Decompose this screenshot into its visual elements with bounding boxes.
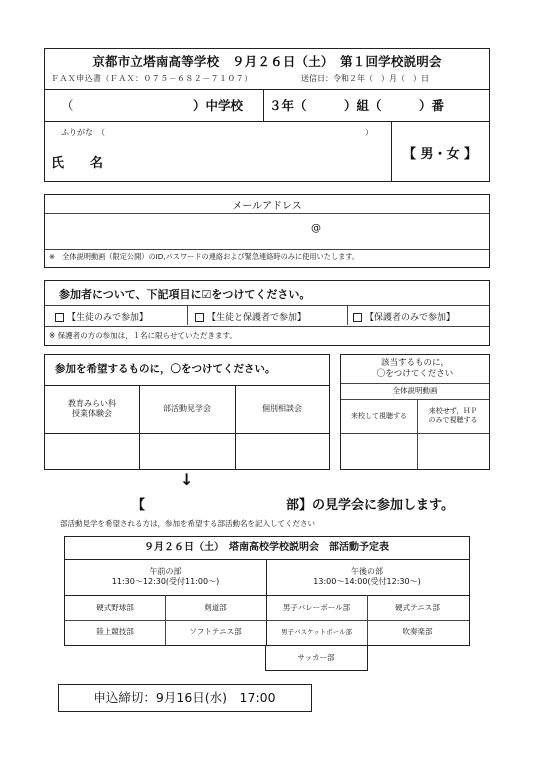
- attendee-option-parent[interactable]: 【保護者のみで参加】: [353, 310, 455, 323]
- name-label: 氏 名: [51, 156, 104, 171]
- program-title: 参加を希望するものに，〇をつけてください。: [55, 363, 276, 375]
- email-input[interactable]: @: [311, 223, 321, 234]
- program-col-club: 部活動見学会: [163, 404, 211, 413]
- club-cell: 硬式テニス部: [395, 603, 440, 613]
- furigana-label: ふりがな （: [61, 128, 105, 137]
- attendee-box: [44, 280, 490, 346]
- afternoon-header: [266, 561, 468, 593]
- program-col-class: 教育みらい科 授業体験会: [68, 399, 116, 418]
- morning-title: 午前の部: [149, 567, 182, 576]
- applicant-info-box: [44, 48, 490, 182]
- junior-high-field[interactable]: ）中学校: [193, 98, 244, 113]
- afternoon-time: 13:00～14:00(受付12:30～): [313, 577, 421, 586]
- video-subtitle: 全体説明動画: [392, 386, 438, 396]
- form-title: 京都市立塔南高等学校 ９月２６日（土） 第１回学校説明会: [92, 54, 442, 69]
- morning-time: 11:30～12:30(受付11:00～): [111, 577, 220, 586]
- video-mark-onsite[interactable]: [341, 435, 417, 469]
- video-col-onsite: 来校して視聴する: [351, 411, 407, 420]
- schedule-extra-cell: [265, 645, 368, 671]
- club-instruction: 部活動見学を希望される方は，参加を希望する部活動名を記入してください: [60, 519, 315, 528]
- club-join-open: 【: [132, 498, 146, 513]
- program-col-consult: 個別相談会: [262, 404, 302, 413]
- club-cell: ソフトテニス部: [189, 627, 242, 637]
- club-join-text: 部】の見学会に参加します。: [286, 498, 454, 513]
- checkbox-icon[interactable]: [195, 313, 204, 322]
- attendee-title: 参加者について、下記項目に☑をつけてください。: [59, 288, 311, 301]
- club-cell: 男子バレーボール部: [282, 603, 351, 613]
- email-box: [44, 194, 490, 268]
- afternoon-title: 午後の部: [351, 567, 383, 576]
- email-title: メールアドレス: [232, 201, 302, 212]
- program-mark-class[interactable]: [45, 435, 139, 469]
- junior-high-open: （: [61, 98, 74, 113]
- deadline-box: [58, 684, 312, 712]
- video-box: [340, 354, 490, 470]
- program-box: [44, 354, 330, 470]
- program-mark-consult[interactable]: [235, 435, 329, 469]
- deadline-text: 申込締切：9月16日(水) 17:00: [93, 689, 276, 705]
- furigana-close: ）: [365, 128, 373, 137]
- email-note: ※ 全体説明動画（限定公開）のID,パスワードの連絡および緊急連絡時のみに使用いたします。: [49, 252, 360, 261]
- schedule-title: ９月２６日（土） 塔南高校学校説明会 部活動予定表: [144, 541, 389, 553]
- checkbox-icon[interactable]: [353, 313, 362, 322]
- morning-header: [65, 561, 266, 593]
- schedule-table: [64, 536, 470, 646]
- club-cell: サッカー部: [297, 652, 335, 662]
- video-mark-online[interactable]: [417, 435, 489, 469]
- video-title: 該当するものに， 〇をつけてください: [376, 358, 454, 379]
- down-arrow-icon: ↓: [180, 470, 194, 489]
- grade-class-field[interactable]: ３年（ ）組（ ）番: [269, 98, 445, 113]
- checkbox-icon[interactable]: [55, 313, 64, 322]
- fax-line: ＦＡＸ申込書（ＦＡＸ：０７５－６８２－７１０７）: [51, 74, 253, 83]
- attendee-option-student[interactable]: 【生徒のみで参加】: [55, 310, 148, 323]
- club-cell: 陸上競技部: [96, 627, 134, 637]
- club-cell: 剣道部: [204, 603, 227, 613]
- club-name-input[interactable]: [150, 494, 284, 512]
- club-cell: 硬式野球部: [96, 603, 134, 613]
- attendee-note: ※ 保護者の方の参加は，１名に限らせていただきます。: [49, 331, 237, 340]
- gender-selector[interactable]: 【 男・女 】: [403, 147, 478, 162]
- program-mark-club[interactable]: [139, 435, 235, 469]
- attendee-option-both[interactable]: 【生徒と保護者で参加】: [195, 310, 306, 323]
- club-cell: 吹奏楽部: [402, 627, 433, 637]
- club-cell: 男子バスケットボール部: [280, 627, 353, 636]
- send-date: 送信日：令和２年（ ）月（ ）日: [301, 74, 429, 83]
- video-col-online: 来校せず，ＨＰ のみで視聴する: [428, 407, 478, 424]
